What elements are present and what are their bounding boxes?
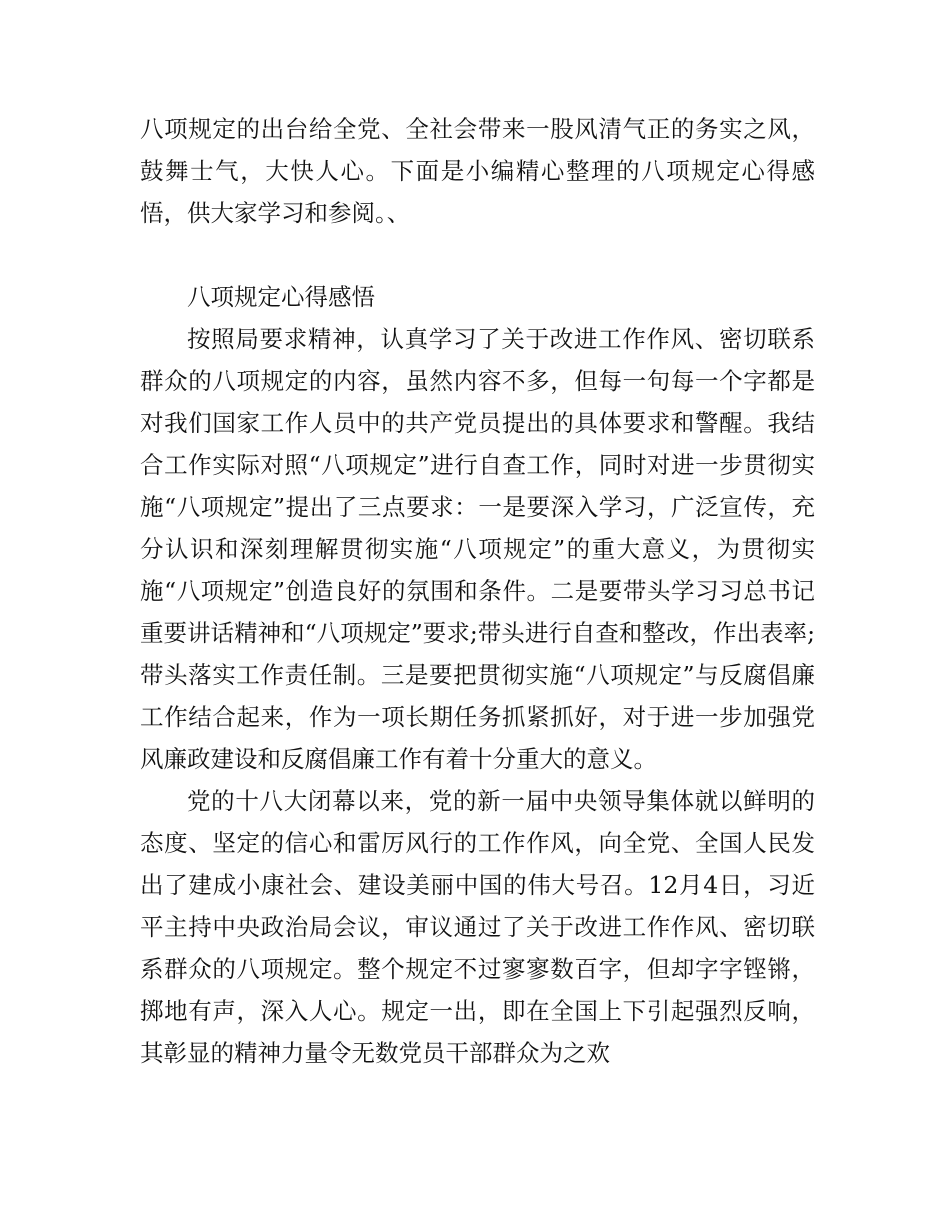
body-paragraph-2: 党的十八大闭幕以来，党的新一届中央领导集体就以鲜明的态度、坚定的信心和雷厉风行的工作作风，向全党、全国人民发出了建成小康社会、建设美丽中国的伟大号召。12月4日，习近平主持中央政治局会议，审议通过了关于改进工作作风、密切联系群众的八项规定。整个规定不过寥寥数百字，但却字字铿锵，掷地有声，深入人心。规定一出，即在全国上下引起强烈反响，其彰显的精神力量令无数党员干部群众为之欢 [140,787,815,1067]
intro-paragraph: 八项规定的出台给全党、全社会带来一股风清气正的务实之风，鼓舞士气，大快人心。下面是小编精心整理的八项规定心得感悟，供大家学习和参阅。、 [140,115,815,227]
body-paragraph-1: 按照局要求精神，认真学习了关于改进工作作风、密切联系群众的八项规定的内容，虽然内容不多，但每一句每一个字都是对我们国家工作人员中的共产党员提出的具体要求和警醒。我结合工作实际对照“八项规定”进行自查工作，同时对进一步贯彻实施“八项规定”提出了三点要求：一是要深入学习，广泛宣传，充分认识和深刻理解贯彻实施“八项规定”的重大意义，为贯彻实施“八项规定”创造良好的氛围和条件。二是要带头学习习总书记重要讲话精神和“八项规定”要求;带头进行自查和整改，作出表率;带头落实工作责任制。三是要把贯彻实施“八项规定”与反腐倡廉工作结合起来，作为一项长期任务抓紧抓好，对于进一步加强党风廉政建设和反腐倡廉工作有着十分重大的意义。 [140,325,815,773]
document-page [140,108,815,1074]
section-heading: 八项规定心得感悟 [187,283,375,311]
